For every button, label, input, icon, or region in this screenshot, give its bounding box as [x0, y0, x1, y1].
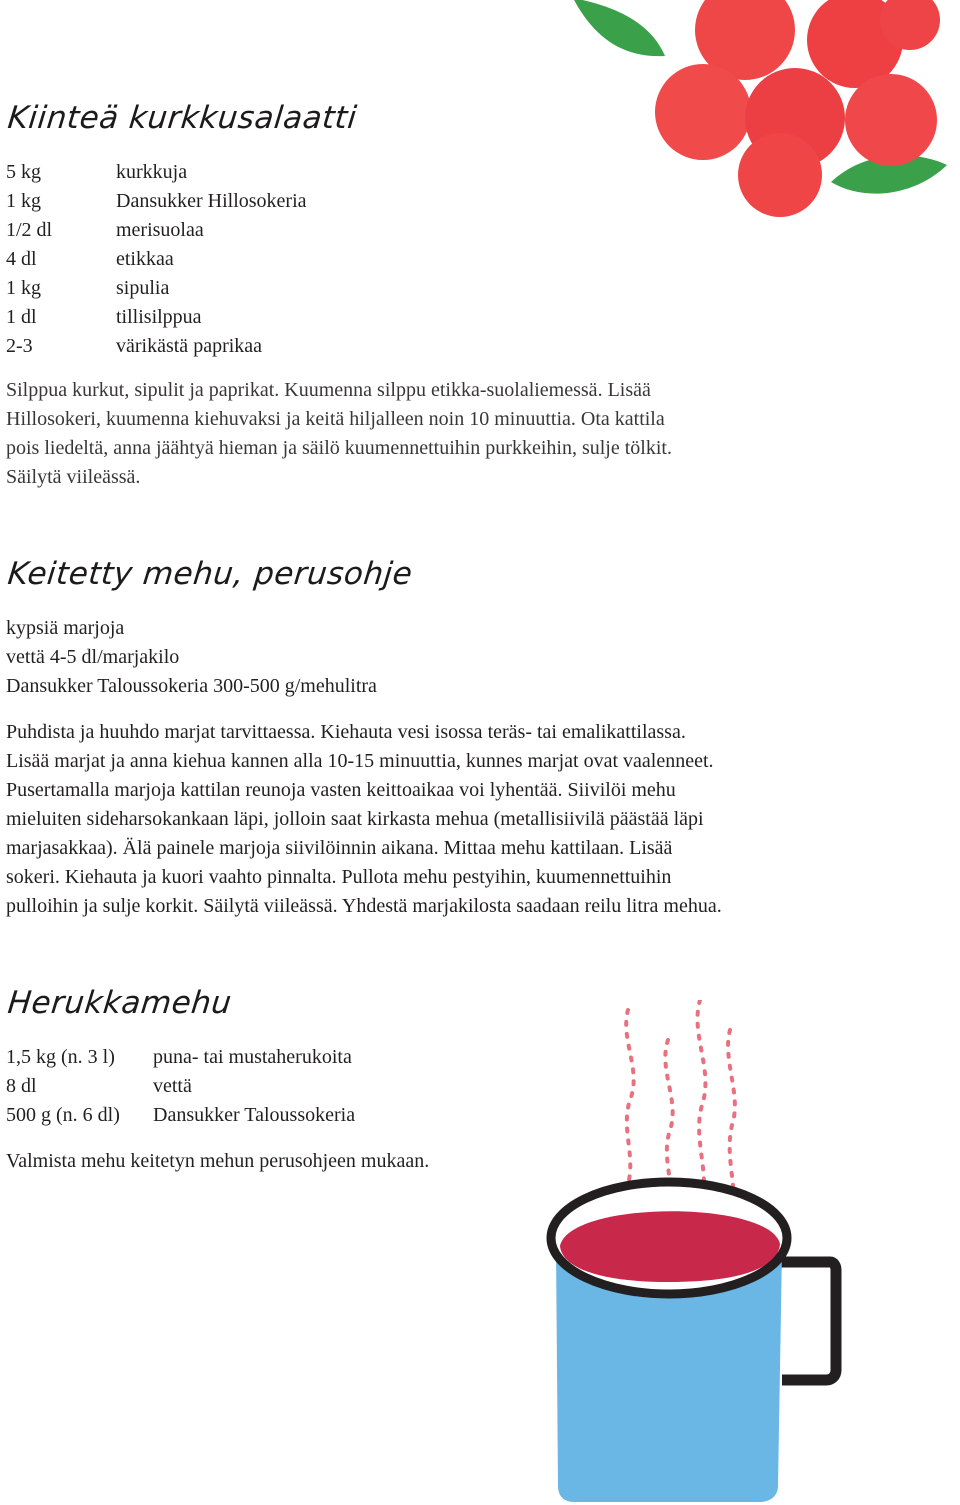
mug-handle-icon [780, 1262, 836, 1380]
ingredient-name: värikästä paprikaa [116, 335, 263, 357]
ingredient-amount: 8 dl [6, 1075, 37, 1097]
ingredient-amount: 1 kg [6, 277, 41, 299]
ingredient-name: Dansukker Hillosokeria [116, 190, 307, 212]
recipe-title: Keitetty mehu, perusohje [6, 556, 415, 592]
juice-icon [560, 1211, 780, 1282]
berry-icon [655, 64, 751, 160]
ingredient-amount: 1 kg [6, 190, 41, 212]
ingredient-row: vettä 4-5 dl/marjakilo [6, 646, 180, 668]
ingredient-amount: 1 dl [6, 306, 37, 328]
berry-icon [845, 74, 937, 166]
steam-icon [626, 1010, 634, 1190]
recipe-instructions: Silppua kurkut, sipulit ja paprikat. Kuumenna silppu etikka-suolaliemessä. Lisää Hillosokeri, kuumenna kiehuvaksi ja keitä hiljalleen noin 10 minuuttia. Ota kattila pois liedeltä, anna jäähtyä hieman ja säilö kuumennettuihin purkkeihin, sulje tölkit. Säilytä viileässä. [6, 379, 672, 488]
ingredient-amount: 4 dl [6, 248, 37, 270]
ingredient-amount: 1,5 kg (n. 3 l) [6, 1046, 115, 1068]
ingredient-amount: 500 g (n. 6 dl) [6, 1104, 120, 1126]
ingredient-name: tillisilppua [116, 306, 202, 328]
steam-icon [697, 1000, 705, 1210]
ingredient-list [6, 614, 377, 701]
mug-illustration [530, 1000, 850, 1505]
ingredient-name: puna- tai mustaherukoita [153, 1046, 352, 1068]
leaf-icon [573, 0, 665, 56]
berries-illustration [555, 0, 960, 240]
ingredient-row: Dansukker Taloussokeria 300-500 g/mehulitra [6, 675, 377, 697]
ingredient-amount: 2-3 [6, 335, 33, 357]
ingredient-name: etikkaa [116, 248, 174, 270]
ingredient-amount: 5 kg [6, 161, 41, 183]
recipe-title: Kiinteä kurkkusalaatti [6, 100, 359, 136]
ingredient-name: merisuolaa [116, 219, 204, 241]
ingredient-name: vettä [153, 1075, 192, 1097]
ingredient-amount: 1/2 dl [6, 219, 53, 241]
recipe-instructions: Valmista mehu keitetyn mehun perusohjeen mukaan. [6, 1150, 430, 1172]
berry-icon [738, 133, 822, 217]
recipe-title: Herukkamehu [6, 985, 234, 1021]
ingredient-row: kypsiä marjoja [6, 617, 125, 639]
ingredient-name: sipulia [116, 277, 170, 299]
ingredient-name: kurkkuja [116, 161, 188, 183]
recipe-instructions: Puhdista ja huuhdo marjat tarvittaessa. Kiehauta vesi isossa teräs- tai emalikattilassa. Lisää marjat ja anna kiehua kannen alla 10-15 minuuttia, kunnes marjat ovat vaalenneet. Pusertamalla marjoja kattilan reunoja vasten keittoaikaa voi lyhentää. Siivilöi mehu mieluiten sideharsokankaan läpi, jolloin saat kirkasta mehua (metallisiivilä päästää läpi marjasakkaa). Älä painele marjoja siivilöinnin aikana. Mittaa mehu kattilaan. Lisää sokeri. Kiehauta ja kuori vaahto pinnalta. Pullota mehu pestyihin, kuumennettuihin pulloihin ja sulje korkit. Säilytä viileässä. Yhdestä marjakilosta saadaan reilu litra mehua. [6, 721, 722, 917]
ingredient-name: Dansukker Taloussokeria [153, 1104, 356, 1126]
